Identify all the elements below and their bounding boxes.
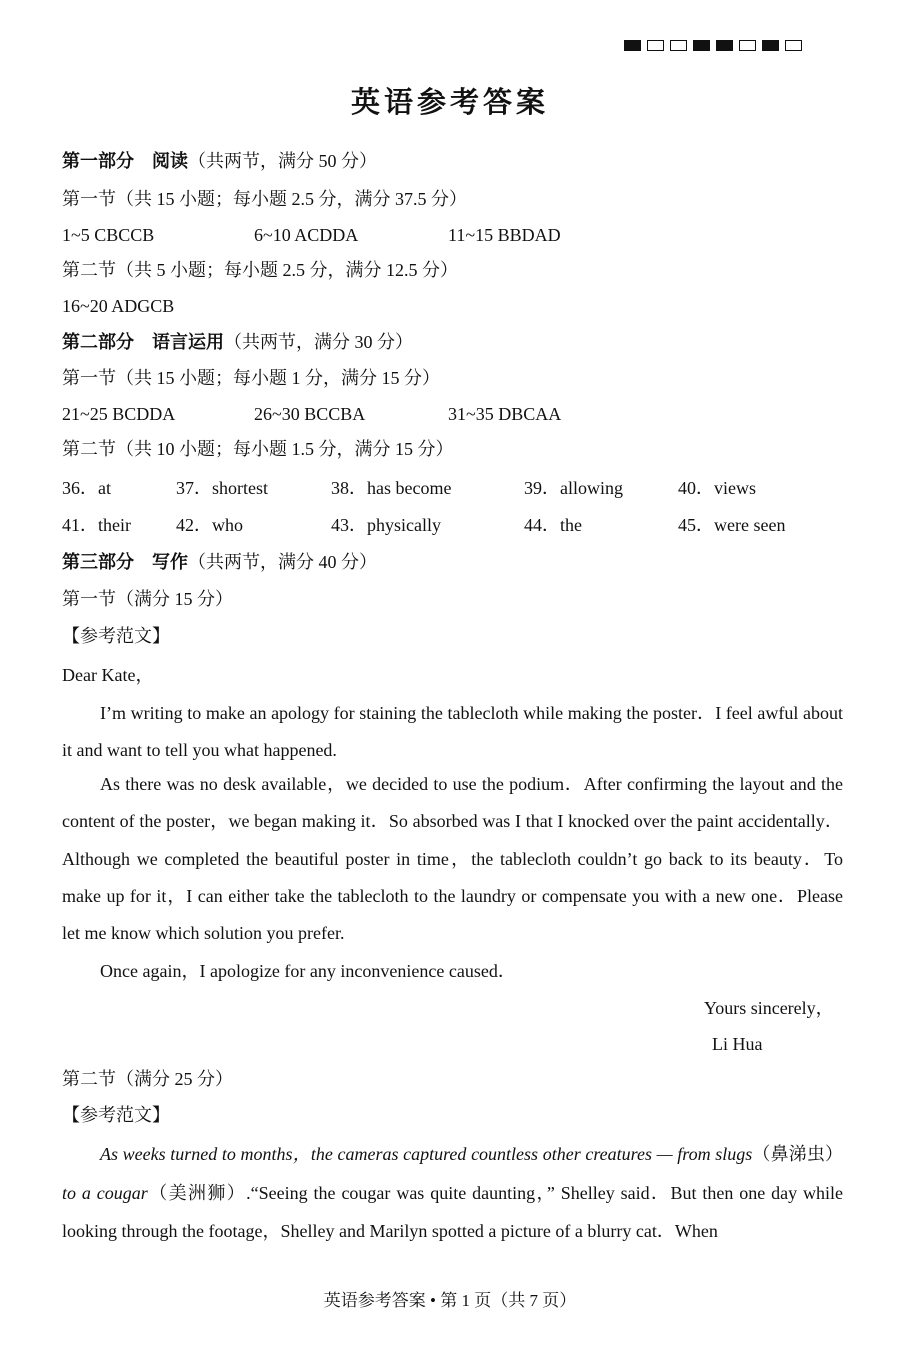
answer-group: 1~5 CBCCB xyxy=(62,225,155,245)
header-mark-empty xyxy=(785,40,802,51)
answer-group: 11~15 BBDAD xyxy=(448,225,561,245)
page-title: 英语参考答案 xyxy=(350,87,549,119)
part1-section2-title: 第二节（共 5 小题；每小题 2.5 分，满分 12.5 分） xyxy=(62,260,458,280)
header-mark-filled xyxy=(762,40,779,51)
header-mark-empty xyxy=(739,40,756,51)
answer-group: 6~10 ACDDA xyxy=(254,225,359,245)
sample-essay-label: 【参考范文】 xyxy=(62,626,170,646)
fill-answer: 36．at xyxy=(62,478,111,498)
part1-answers-2: 16~20 ADGCB xyxy=(62,296,175,316)
part3-section2-title: 第二节（满分 25 分） xyxy=(62,1069,233,1089)
letter-paragraph-2: As there was no desk available，we decided to use the podium．After confirming the layout and the content of the poster，we began making it．So absorbed was I that I knocked over the paint accidentally．Although we completed the beautiful poster in time，the tablecloth couldn’t go back to its beauty．To make up for it，I can either take the tablecloth to the laundry or compensate you with a new one．Please let me know which solution you prefer. xyxy=(62,774,843,944)
header-mark-empty xyxy=(670,40,687,51)
letter-paragraph-3: Once again，I apologize for any inconvenience caused． xyxy=(100,961,516,981)
letter-greeting: Dear Kate， xyxy=(62,665,154,685)
fill-answer: 38．has become xyxy=(331,478,452,498)
part3-section1-title: 第一节（满分 15 分） xyxy=(62,589,233,609)
fill-answer: 42．who xyxy=(176,515,243,535)
page-footer: 英语参考答案 • 第 1 页（共 7 页） xyxy=(323,1291,577,1310)
part3-heading: 第三部分 写作（共两节，满分 40 分） xyxy=(62,552,377,572)
fill-answer: 45．were seen xyxy=(678,515,786,535)
part1-section1-title: 第一节（共 15 小题；每小题 2.5 分，满分 37.5 分） xyxy=(62,189,467,209)
letter-paragraph-1: I’m writing to make an apology for staining the tablecloth while making the poster．I feel awful about it and want to tell you what happened. xyxy=(62,703,843,761)
fill-answer: 43．physically xyxy=(331,515,441,535)
header-marks xyxy=(624,40,802,51)
fill-answer: 40．views xyxy=(678,478,756,498)
part2-section1-title: 第一节（共 15 小题；每小题 1 分，满分 15 分） xyxy=(62,368,440,388)
fill-answer: 44．the xyxy=(524,515,582,535)
answer-group: 26~30 BCCBA xyxy=(254,404,366,424)
answer-group: 21~25 BCDDA xyxy=(62,404,176,424)
fill-answer: 41．their xyxy=(62,515,131,535)
story-paragraph: As weeks turned to months，the cameras captured countless other creatures — from slugs（鼻涕虫）to a cougar（美洲狮）.“Seeing the cougar was quite daunting，” Shelley said．But then one day while looking through the footage，Shelley and Marilyn spotted a picture of a blurry cat．When xyxy=(62,1144,844,1241)
header-mark-filled xyxy=(716,40,733,51)
letter-signature: Li Hua xyxy=(712,1034,763,1054)
answer-group: 31~35 DBCAA xyxy=(448,404,562,424)
fill-answer: 37．shortest xyxy=(176,478,268,498)
part1-heading: 第一部分 阅读（共两节，满分 50 分） xyxy=(62,151,377,171)
letter-closing: Yours sincerely， xyxy=(704,998,834,1018)
fill-answer: 39．allowing xyxy=(524,478,623,498)
header-mark-filled xyxy=(693,40,710,51)
header-mark-filled xyxy=(624,40,641,51)
part2-section2-title: 第二节（共 10 小题；每小题 1.5 分，满分 15 分） xyxy=(62,439,454,459)
part2-heading: 第二部分 语言运用（共两节，满分 30 分） xyxy=(62,332,413,352)
header-mark-empty xyxy=(647,40,664,51)
sample-essay-label-2: 【参考范文】 xyxy=(62,1105,170,1125)
